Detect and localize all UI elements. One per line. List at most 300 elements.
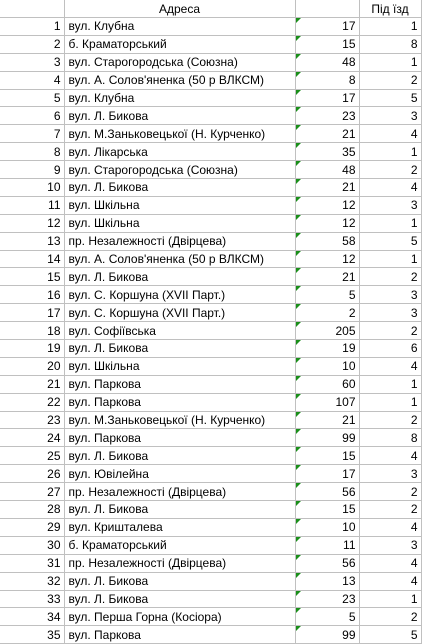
number-as-text-indicator-icon (296, 483, 301, 488)
cell-address[interactable] (64, 375, 295, 393)
cell-house-value: 13 (342, 574, 356, 589)
table-row (0, 411, 421, 429)
cell-number[interactable] (0, 536, 64, 554)
table-row (0, 18, 421, 36)
cell-porch[interactable] (359, 501, 421, 519)
header-cell-address[interactable]: Адреса (64, 0, 295, 18)
cell-porch[interactable] (359, 214, 421, 232)
table-row (0, 375, 421, 393)
cell-number-value: 17 (47, 305, 61, 320)
cell-porch[interactable] (359, 554, 421, 572)
cell-house[interactable] (295, 518, 359, 536)
cell-house[interactable] (295, 501, 359, 519)
cell-porch[interactable] (359, 232, 421, 250)
cell-porch-value: 4 (410, 126, 418, 141)
cell-number[interactable] (0, 71, 64, 89)
cell-porch-value: 2 (410, 502, 418, 517)
number-as-text-indicator-icon (296, 394, 301, 399)
cell-number[interactable] (0, 232, 64, 250)
cell-address[interactable] (64, 322, 295, 340)
table-row (0, 554, 421, 572)
table-row (0, 357, 421, 375)
cell-address-value: вул. Паркова (68, 627, 141, 642)
cell-porch-value: 6 (410, 341, 418, 356)
cell-address-value: вул. Шкільна (68, 359, 140, 374)
cell-address[interactable] (64, 18, 295, 36)
cell-porch[interactable] (359, 483, 421, 501)
cell-house-value: 17 (342, 91, 356, 105)
cell-porch-value: 4 (410, 556, 418, 571)
cell-number[interactable] (0, 518, 64, 536)
cell-number[interactable] (0, 107, 64, 125)
cell-porch[interactable] (359, 161, 421, 179)
cell-house[interactable] (295, 429, 359, 447)
number-as-text-indicator-icon (296, 286, 301, 291)
cell-house-value: 56 (342, 556, 356, 571)
cell-porch-value: 1 (410, 55, 418, 70)
cell-address-value: б. Краматорський (68, 538, 167, 553)
cell-address[interactable] (64, 214, 295, 232)
cell-number-value: 1 (53, 19, 61, 34)
cell-porch-value: 4 (410, 448, 418, 463)
cell-address-value: вул. А. Солов'яненка (50 р ВЛКСМ) (68, 252, 264, 267)
cell-porch-value: 2 (410, 323, 418, 338)
cell-address-value: вул. Л. Бикова (68, 341, 149, 356)
cell-number-value: 22 (47, 395, 61, 410)
cell-address-value: вул. Перша Горна (Косіора) (68, 609, 222, 624)
cell-address[interactable] (64, 107, 295, 125)
cell-porch-value: 1 (410, 216, 418, 231)
cell-number[interactable] (0, 322, 64, 340)
cell-porch-value: 5 (410, 91, 418, 105)
cell-address[interactable] (64, 161, 295, 179)
cell-address-value: вул. Л. Бикова (68, 108, 149, 123)
cell-porch-value: 3 (410, 287, 418, 302)
cell-house[interactable] (295, 18, 359, 36)
cell-address[interactable] (64, 35, 295, 53)
cell-porch-value: 2 (410, 484, 418, 499)
cell-number[interactable] (0, 125, 64, 143)
cell-address[interactable] (64, 608, 295, 626)
cell-house-value: 2 (348, 305, 356, 320)
cell-number[interactable] (0, 89, 64, 107)
cell-house[interactable] (295, 447, 359, 465)
number-as-text-indicator-icon (296, 179, 301, 184)
cell-porch[interactable] (359, 18, 421, 36)
cell-house[interactable] (295, 232, 359, 250)
cell-number[interactable] (0, 179, 64, 197)
table-row (0, 447, 421, 465)
cell-address[interactable] (64, 250, 295, 268)
cell-number[interactable] (0, 286, 64, 304)
cell-house[interactable] (295, 53, 359, 71)
cell-address-value: вул. С. Коршуна (XVII Парт.) (68, 287, 226, 302)
cell-number-value: 28 (47, 502, 61, 517)
number-as-text-indicator-icon (296, 519, 301, 524)
number-as-text-indicator-icon (296, 555, 301, 560)
cell-house[interactable] (295, 143, 359, 161)
header-cell-number[interactable] (0, 0, 64, 18)
table-row (0, 429, 421, 447)
cell-address[interactable] (64, 626, 295, 644)
cell-number[interactable] (0, 35, 64, 53)
cell-house[interactable] (295, 340, 359, 358)
table-row (0, 35, 421, 53)
cell-house[interactable] (295, 268, 359, 286)
cell-house-value: 56 (342, 484, 356, 499)
cell-address[interactable] (64, 393, 295, 411)
cell-porch-value: 4 (410, 520, 418, 535)
cell-address[interactable] (64, 590, 295, 608)
cell-porch-value: 2 (410, 73, 418, 88)
cell-number[interactable] (0, 214, 64, 232)
cell-address-value: вул. Софіївська (68, 323, 156, 338)
cell-house[interactable] (295, 357, 359, 375)
cell-house[interactable] (295, 572, 359, 590)
cell-house-value: 12 (342, 198, 356, 213)
cell-house[interactable] (295, 161, 359, 179)
cell-house-value: 48 (342, 55, 356, 70)
cell-address-value: вул. Клубна (68, 91, 135, 105)
cell-house[interactable] (295, 214, 359, 232)
cell-number-value: 25 (47, 448, 61, 463)
cell-number[interactable] (0, 590, 64, 608)
cell-address[interactable] (64, 232, 295, 250)
table-row (0, 536, 421, 554)
cell-house[interactable] (295, 89, 359, 107)
cell-porch[interactable] (359, 322, 421, 340)
cell-porch-value: 1 (410, 144, 418, 159)
cell-address[interactable] (64, 71, 295, 89)
cell-address-value: вул. М.Заньковецької (Н. Курченко) (68, 126, 266, 141)
cell-number-value: 16 (47, 287, 61, 302)
cell-house-value: 12 (342, 252, 356, 267)
cell-porch[interactable] (359, 71, 421, 89)
cell-number-value: 19 (47, 341, 61, 356)
cell-house[interactable] (295, 196, 359, 214)
cell-address-value: вул. Паркова (68, 377, 141, 392)
number-as-text-indicator-icon (296, 501, 301, 506)
cell-number[interactable] (0, 143, 64, 161)
cell-address-value: вул. Шкільна (68, 198, 140, 213)
table-row (0, 304, 421, 322)
cell-address-value: пр. Незалежності (Двірцева) (68, 234, 227, 249)
cell-house-value: 10 (342, 359, 356, 374)
number-as-text-indicator-icon (296, 376, 301, 381)
cell-porch-value: 3 (410, 538, 418, 553)
cell-number-value: 33 (47, 591, 61, 606)
cell-porch[interactable] (359, 196, 421, 214)
table-row (0, 608, 421, 626)
cell-porch[interactable] (359, 608, 421, 626)
table-row (0, 71, 421, 89)
cell-number-value: 13 (47, 234, 61, 249)
cell-number[interactable] (0, 411, 64, 429)
cell-number-value: 6 (53, 108, 61, 123)
number-as-text-indicator-icon (296, 447, 301, 452)
cell-number[interactable] (0, 357, 64, 375)
cell-house[interactable] (295, 250, 359, 268)
cell-number[interactable] (0, 375, 64, 393)
cell-address-value: вул. Л. Бикова (68, 591, 149, 606)
cell-porch[interactable] (359, 143, 421, 161)
cell-address[interactable] (64, 572, 295, 590)
table-row (0, 483, 421, 501)
cell-porch[interactable] (359, 304, 421, 322)
cell-address[interactable] (64, 179, 295, 197)
cell-house[interactable] (295, 626, 359, 644)
table-row (0, 518, 421, 536)
cell-house-value: 15 (342, 502, 356, 517)
cell-number[interactable] (0, 554, 64, 572)
cell-address-value: б. Краматорський (68, 37, 167, 52)
cell-porch[interactable] (359, 125, 421, 143)
cell-porch[interactable] (359, 429, 421, 447)
cell-house-value: 5 (348, 287, 356, 302)
cell-address[interactable] (64, 447, 295, 465)
cell-porch[interactable] (359, 518, 421, 536)
cell-number[interactable] (0, 304, 64, 322)
cell-number[interactable] (0, 340, 64, 358)
cell-house-value: 107 (335, 395, 356, 410)
cell-house[interactable] (295, 375, 359, 393)
table-row (0, 465, 421, 483)
cell-number[interactable] (0, 161, 64, 179)
cell-house-value: 12 (342, 216, 356, 231)
cell-house[interactable] (295, 465, 359, 483)
cell-house[interactable] (295, 322, 359, 340)
cell-porch[interactable] (359, 590, 421, 608)
cell-number[interactable] (0, 53, 64, 71)
cell-number-value: 30 (47, 538, 61, 553)
cell-address[interactable] (64, 536, 295, 554)
cell-number-value: 29 (47, 520, 61, 535)
number-as-text-indicator-icon (296, 90, 301, 95)
cell-house[interactable] (295, 286, 359, 304)
cell-address-value: пр. Незалежності (Двірцева) (68, 556, 227, 571)
cell-address[interactable] (64, 554, 295, 572)
cell-number-value: 35 (47, 627, 61, 642)
number-as-text-indicator-icon (296, 573, 301, 578)
number-as-text-indicator-icon (296, 197, 301, 202)
cell-porch-value: 1 (410, 395, 418, 410)
cell-house-value: 60 (342, 377, 356, 392)
table-row (0, 590, 421, 608)
header-cell-porch[interactable]: Під їзд (359, 0, 421, 18)
cell-number-value: 8 (53, 144, 61, 159)
cell-number-value: 23 (47, 413, 61, 428)
cell-porch[interactable] (359, 179, 421, 197)
cell-porch[interactable] (359, 572, 421, 590)
cell-number[interactable] (0, 196, 64, 214)
cell-address[interactable] (64, 501, 295, 519)
number-as-text-indicator-icon (296, 268, 301, 273)
cell-address-value: вул. Лікарська (68, 144, 148, 159)
cell-number[interactable] (0, 268, 64, 286)
cell-house[interactable] (295, 71, 359, 89)
cell-porch-value: 3 (410, 305, 418, 320)
cell-porch[interactable] (359, 375, 421, 393)
cell-house[interactable] (295, 304, 359, 322)
number-as-text-indicator-icon (296, 322, 301, 327)
cell-address-value: пр. Незалежності (Двірцева) (68, 484, 227, 499)
cell-house[interactable] (295, 125, 359, 143)
cell-address[interactable] (64, 125, 295, 143)
header-row (0, 0, 421, 18)
cell-address[interactable] (64, 53, 295, 71)
cell-number[interactable] (0, 250, 64, 268)
cell-address[interactable] (64, 357, 295, 375)
cell-address[interactable] (64, 483, 295, 501)
number-as-text-indicator-icon (296, 54, 301, 59)
cell-number[interactable] (0, 608, 64, 626)
cell-address[interactable] (64, 286, 295, 304)
cell-porch-value: 3 (410, 108, 418, 123)
number-as-text-indicator-icon (296, 537, 301, 542)
cell-address-value: вул. С. Коршуна (XVII Парт.) (68, 305, 226, 320)
cell-porch-value: 4 (410, 359, 418, 374)
table-row (0, 501, 421, 519)
cell-address-value: вул. Л. Бикова (68, 448, 149, 463)
cell-house-value: 21 (342, 180, 356, 195)
table-row (0, 626, 421, 644)
table-row (0, 214, 421, 232)
cell-porch-value: 1 (410, 377, 418, 392)
cell-house-value: 17 (342, 19, 356, 34)
cell-address[interactable] (64, 429, 295, 447)
cell-porch[interactable] (359, 286, 421, 304)
cell-number-value: 7 (53, 126, 61, 141)
table-row (0, 196, 421, 214)
table-row (0, 322, 421, 340)
cell-address[interactable] (64, 268, 295, 286)
cell-porch-value: 2 (410, 413, 418, 428)
cell-number[interactable] (0, 18, 64, 36)
cell-house[interactable] (295, 554, 359, 572)
cell-address[interactable] (64, 143, 295, 161)
cell-number-value: 14 (47, 252, 61, 267)
cell-porch[interactable] (359, 536, 421, 554)
cell-number-value: 34 (47, 609, 61, 624)
cell-number[interactable] (0, 572, 64, 590)
table-row (0, 125, 421, 143)
cell-house[interactable] (295, 536, 359, 554)
cell-address[interactable] (64, 304, 295, 322)
number-as-text-indicator-icon (296, 412, 301, 417)
cell-porch[interactable] (359, 447, 421, 465)
cell-porch[interactable] (359, 53, 421, 71)
cell-porch-value: 2 (410, 609, 418, 624)
cell-porch[interactable] (359, 107, 421, 125)
cell-house[interactable] (295, 35, 359, 53)
cell-number[interactable] (0, 393, 64, 411)
cell-number-value: 15 (47, 269, 61, 284)
cell-number-value: 18 (47, 323, 61, 338)
cell-number-value: 4 (53, 73, 61, 88)
cell-porch[interactable] (359, 89, 421, 107)
cell-house[interactable] (295, 179, 359, 197)
cell-number[interactable] (0, 429, 64, 447)
cell-address-value: вул. Ювілейна (68, 466, 149, 481)
cell-porch[interactable] (359, 411, 421, 429)
number-as-text-indicator-icon (296, 340, 301, 345)
cell-number-value: 31 (47, 556, 61, 571)
cell-number-value: 2 (53, 37, 61, 52)
cell-number-value: 5 (53, 91, 61, 105)
number-as-text-indicator-icon (296, 125, 301, 130)
cell-house-value: 17 (342, 466, 356, 481)
cell-number[interactable] (0, 465, 64, 483)
cell-number-value: 20 (47, 359, 61, 374)
cell-house[interactable] (295, 393, 359, 411)
cell-porch[interactable] (359, 35, 421, 53)
cell-address[interactable] (64, 89, 295, 107)
table-row (0, 53, 421, 71)
cell-porch-value: 5 (410, 627, 418, 642)
number-as-text-indicator-icon (296, 304, 301, 309)
cell-porch-value: 8 (410, 37, 418, 52)
cell-address[interactable] (64, 518, 295, 536)
cell-porch[interactable] (359, 465, 421, 483)
number-as-text-indicator-icon (296, 626, 301, 631)
number-as-text-indicator-icon (296, 233, 301, 238)
cell-porch-value: 4 (410, 574, 418, 589)
cell-address-value: вул. Старогородська (Союзна) (68, 55, 238, 70)
cell-address[interactable] (64, 411, 295, 429)
table-row (0, 572, 421, 590)
cell-house-value: 15 (342, 37, 356, 52)
cell-porch[interactable] (359, 340, 421, 358)
cell-house-value: 10 (342, 520, 356, 535)
table-row (0, 268, 421, 286)
cell-house[interactable] (295, 107, 359, 125)
cell-house-value: 35 (342, 144, 356, 159)
cell-address-value: вул. Л. Бикова (68, 269, 149, 284)
cell-porch[interactable] (359, 268, 421, 286)
cell-address-value: вул. Клубна (68, 19, 135, 34)
cell-house-value: 15 (342, 448, 356, 463)
cell-address[interactable] (64, 465, 295, 483)
cell-address[interactable] (64, 196, 295, 214)
header-cell-house[interactable] (295, 0, 359, 18)
cell-porch[interactable] (359, 626, 421, 644)
cell-number[interactable] (0, 626, 64, 644)
cell-number-value: 32 (47, 574, 61, 589)
table-row (0, 161, 421, 179)
cell-porch[interactable] (359, 357, 421, 375)
cell-porch-value: 1 (410, 19, 418, 34)
cell-porch[interactable] (359, 250, 421, 268)
cell-address-value: вул. Старогородська (Союзна) (68, 162, 238, 177)
cell-address[interactable] (64, 340, 295, 358)
cell-house-value: 21 (342, 413, 356, 428)
cell-house[interactable] (295, 590, 359, 608)
cell-house[interactable] (295, 411, 359, 429)
cell-house[interactable] (295, 608, 359, 626)
cell-number[interactable] (0, 501, 64, 519)
cell-house[interactable] (295, 483, 359, 501)
cell-number[interactable] (0, 483, 64, 501)
cell-porch[interactable] (359, 393, 421, 411)
cell-house-value: 23 (342, 108, 356, 123)
table-row (0, 232, 421, 250)
cell-house-value: 5 (348, 609, 356, 624)
table-row (0, 179, 421, 197)
cell-number[interactable] (0, 447, 64, 465)
cell-house-value: 205 (335, 323, 356, 338)
cell-address-value: вул. А. Солов'яненка (50 р ВЛКСМ) (68, 73, 264, 88)
cell-porch-value: 3 (410, 466, 418, 481)
